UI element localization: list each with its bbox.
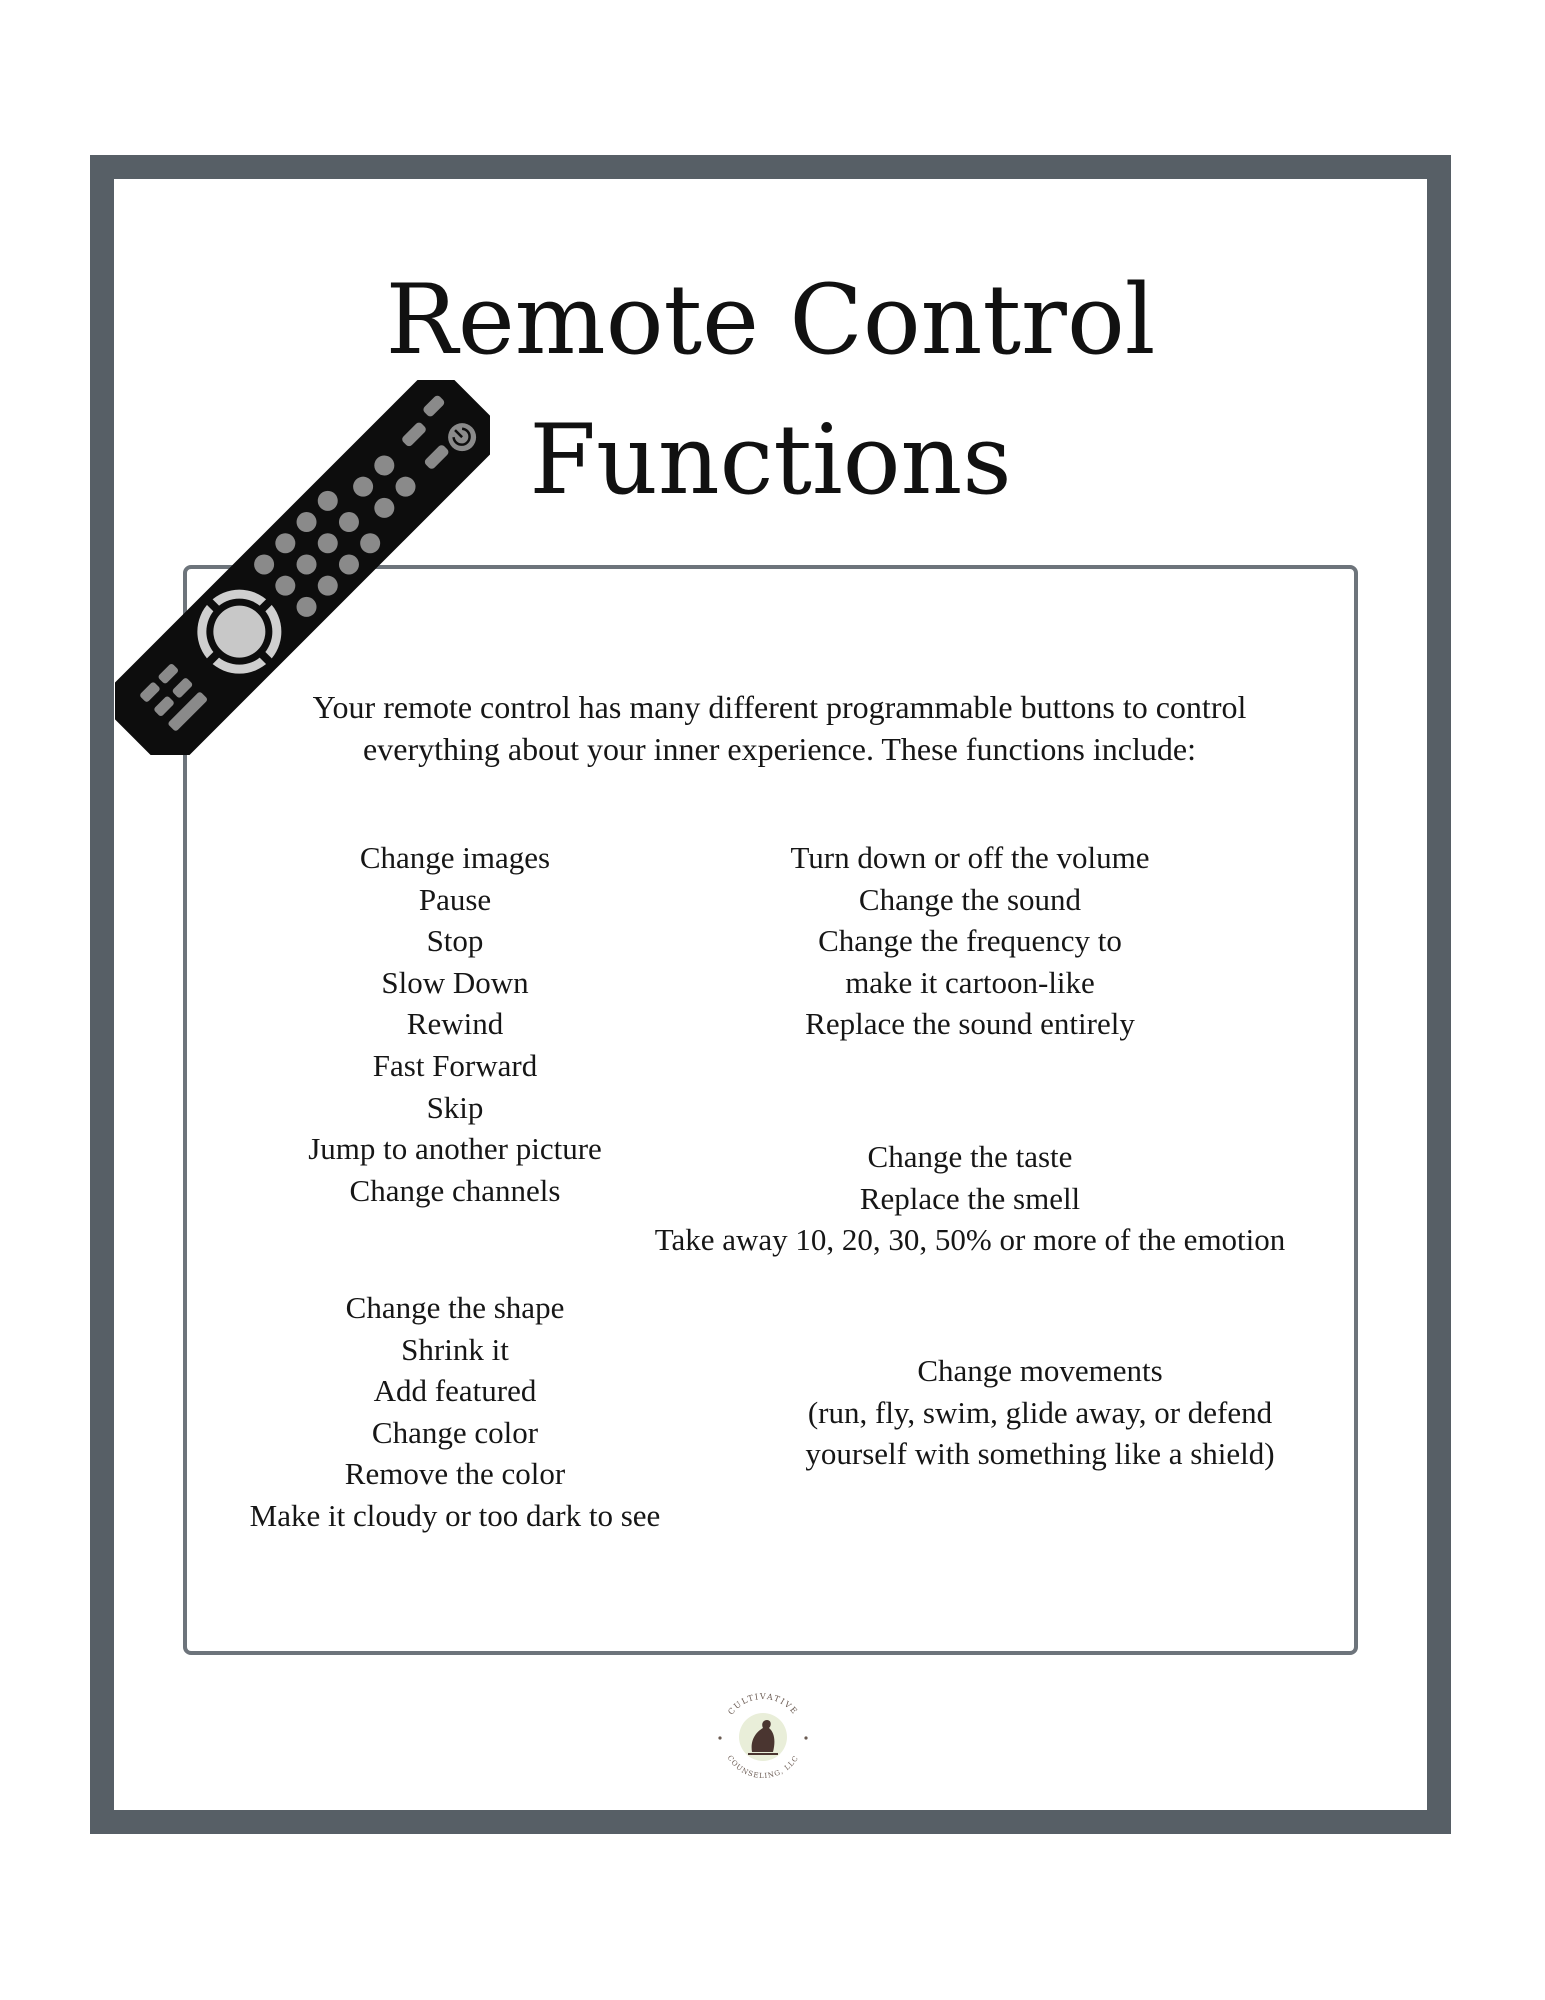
list-item: yourself with something like a shield)	[805, 1436, 1275, 1472]
list-item: Add featured	[373, 1373, 537, 1409]
list-item: Change the sound	[858, 881, 1082, 917]
list-item: Shrink it	[401, 1331, 509, 1367]
list-item: Fast Forward	[372, 1047, 538, 1083]
list-item: Change color	[371, 1414, 539, 1450]
list-item: Stop	[426, 923, 484, 959]
svg-text:COUNSELING, LLC: COUNSELING, LLC	[725, 1754, 801, 1781]
list-item: (run, fly, swim, glide away, or defend	[807, 1394, 1273, 1430]
svg-text:CULTIVATIVE: CULTIVATIVE	[726, 1691, 800, 1717]
title-line-2: Functions	[529, 404, 1012, 516]
list-item: make it cartoon-like	[845, 964, 1095, 1000]
intro-line-2: everything about your inner experience. These functions include:	[363, 731, 1196, 767]
list-item: Jump to another picture	[308, 1131, 602, 1167]
movement-functions-list	[720, 1350, 1360, 1475]
list-item: Change channels	[349, 1172, 561, 1208]
list-item: Skip	[426, 1089, 484, 1125]
list-item: Pause	[418, 881, 492, 917]
list-item: Take away 10, 20, 30, 50% or more of the emotion	[654, 1222, 1286, 1258]
list-item: Change the shape	[345, 1290, 565, 1325]
intro-line-1: Your remote control has many different programmable buttons to control	[312, 689, 1247, 725]
list-item: Remove the color	[344, 1456, 566, 1492]
intro-text	[183, 686, 1376, 770]
list-item: Change the taste	[867, 1139, 1073, 1174]
list-item: Replace the sound entirely	[805, 1006, 1135, 1042]
list-item: Change images	[359, 840, 551, 875]
list-item: Replace the smell	[859, 1180, 1081, 1216]
list-item: Change movements	[917, 1353, 1163, 1388]
list-item: Turn down or off the volume	[790, 840, 1150, 875]
title-line-1: Remote Control	[385, 264, 1156, 376]
sound-functions-list	[720, 837, 1220, 1045]
list-item: Make it cloudy or too dark to see	[249, 1497, 661, 1533]
list-item: Rewind	[406, 1006, 504, 1042]
shape-functions-list	[190, 1287, 720, 1537]
sense-functions-list	[600, 1136, 1340, 1261]
list-item: Slow Down	[381, 964, 529, 1000]
list-item: Change the frequency to	[818, 923, 1122, 959]
logo-emblem	[708, 1682, 818, 1792]
